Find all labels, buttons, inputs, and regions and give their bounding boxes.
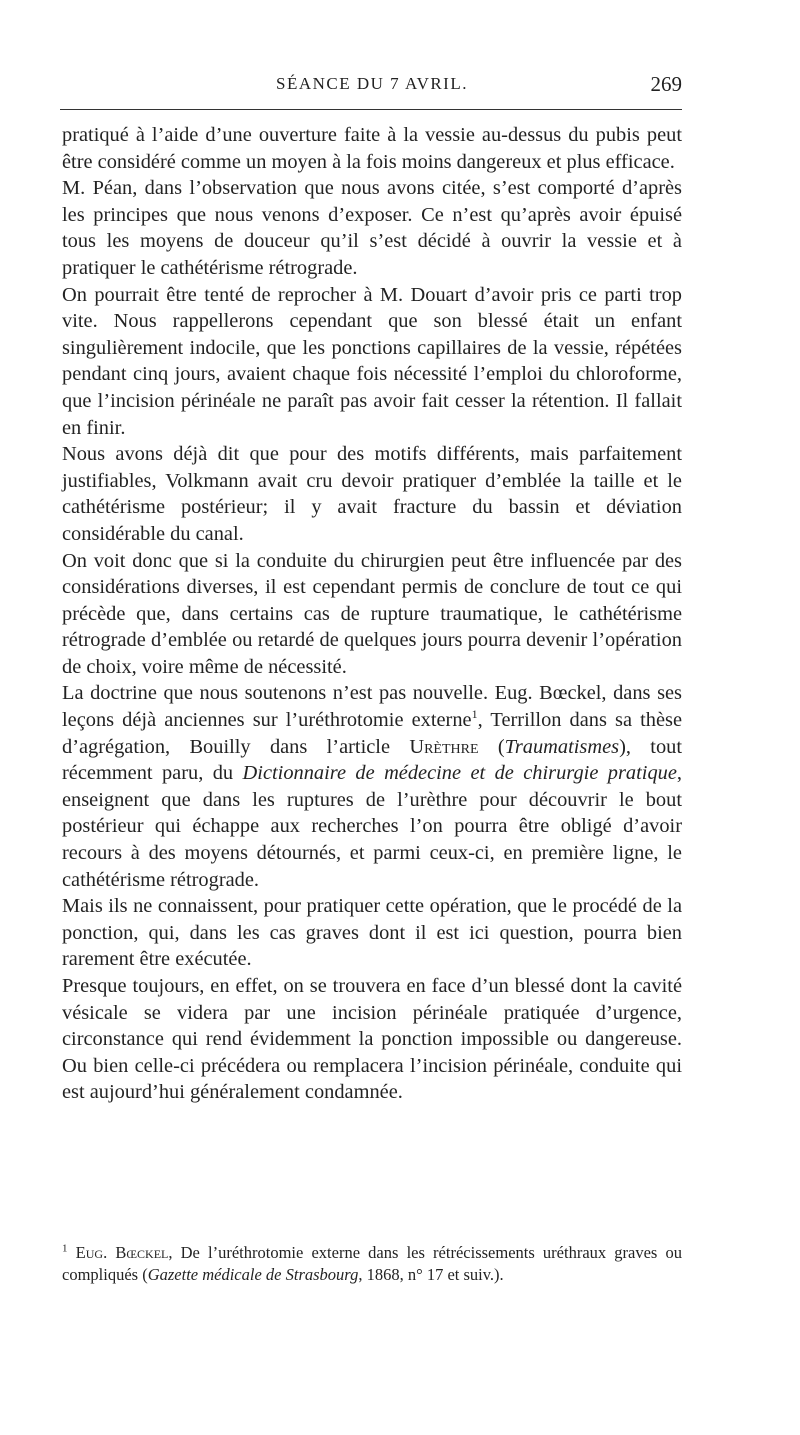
text-run: , 1868, n° 17 et suiv.). [358, 1265, 504, 1284]
text-run: , De l’uréthrotomie externe dans les rétrécissements uréthraux graves ou compliqués ( [62, 1243, 683, 1284]
paragraph: On pourrait être tenté de reprocher à M. Douart d’avoir pris ce parti trop vite. Nous rappellerons cependant que son blessé était un enfant singulièrement indocile, que les ponctions capillaires de la vessie, répétées pendant cinq jours, avaient chaque fois nécessité l’emploi du chloroforme, que l’incision périnéale ne paraît pas avoir fait cesser la rétention. Il fallait en finir. [62, 283, 682, 439]
footnote-marker: 1 [471, 707, 478, 722]
paragraph: pratiqué à l’aide d’une ouverture faite à la vessie au-dessus du pubis peut être considéré comme un moyen à la fois moins dangereux et plus efficace. [62, 124, 682, 173]
text-run: ), tout récemment paru, du [62, 735, 682, 785]
text-run: La doctrine que nous soutenons n’est pas nouvelle. Eug. Bœckel, dans ses leçons déjà anciennes sur l’uréthrotomie externe [62, 682, 682, 732]
text-run: , Terrillon dans sa thèse d’agrégation, Bouilly dans l’article [62, 709, 682, 758]
running-title: SÉANCE DU 7 AVRIL. [276, 74, 468, 93]
header-rule [60, 109, 682, 110]
article-title: Urèthre [409, 735, 479, 758]
paragraph [62, 680, 682, 893]
footnote-text [62, 1242, 682, 1286]
paragraph: M. Péan, dans l’observation que nous avons citée, s’est comporté d’après les principes que nous venons d’exposer. Ce n’est qu’après avoir épuisé tous les moyens de douceur qu’il s’est décidé à ouvrir la vessie et à pratiquer le cathétérisme rétrograde. [62, 177, 682, 279]
body-text [62, 122, 682, 1106]
paragraph: Nous avons déjà dit que pour des motifs différents, mais parfaitement justifiables, Volkmann avait cru devoir pratiquer d’emblée la taille et le cathétérisme postérieur; il y avait fracture du bassin et déviation considérable du canal. [62, 443, 682, 545]
article-subtitle: Traumatismes [504, 735, 620, 758]
running-header [62, 72, 682, 96]
dictionary-title: Dictionnaire de médecine et de chirurgie pratique [242, 762, 677, 785]
page-number: 269 [650, 72, 682, 96]
paragraph: On voit donc que si la conduite du chirurgien peut être influencée par des considérations diverses, il est cependant permis de conclure de tout ce qui précède que, dans certains cas de rupture traumatique, le cathétérisme rétrograde d’emblée ou retardé de quelques jours pourra devenir l’opération de choix, voire même de nécessité. [62, 549, 682, 678]
text-run: , enseignent que dans les ruptures de l’urèthre pour découvrir le bout postérieur qui échappe aux recherches l’on pourra être obligé d’avoir recours à des moyens détournés, et parmi ceux-ci, en première ligne, le cathétérisme rétrograde. [62, 762, 683, 891]
paragraph: Mais ils ne connaissent, pour pratiquer cette opération, que le procédé de la ponction, qui, dans les cas graves dont il est ici question, pourra bien rarement être exécutée. [62, 895, 682, 971]
footnote [62, 1242, 682, 1286]
footnote-author: Eug. Bœckel [75, 1243, 169, 1262]
text-run: ( [478, 735, 505, 758]
footnote-number: 1 [62, 1242, 68, 1255]
journal-title: Gazette médicale de Strasbourg [147, 1265, 359, 1284]
paragraph: Presque toujours, en effet, on se trouvera en face d’un blessé dont la cavité vésicale se videra par une incision périnéale pratiquée d’urgence, circonstance qui rend évidemment la ponction impossible ou dangereuse. Ou bien celle-ci précédera ou remplacera l’incision périnéale, conduite qui est aujourd’hui généralement condamnée. [62, 975, 682, 1104]
